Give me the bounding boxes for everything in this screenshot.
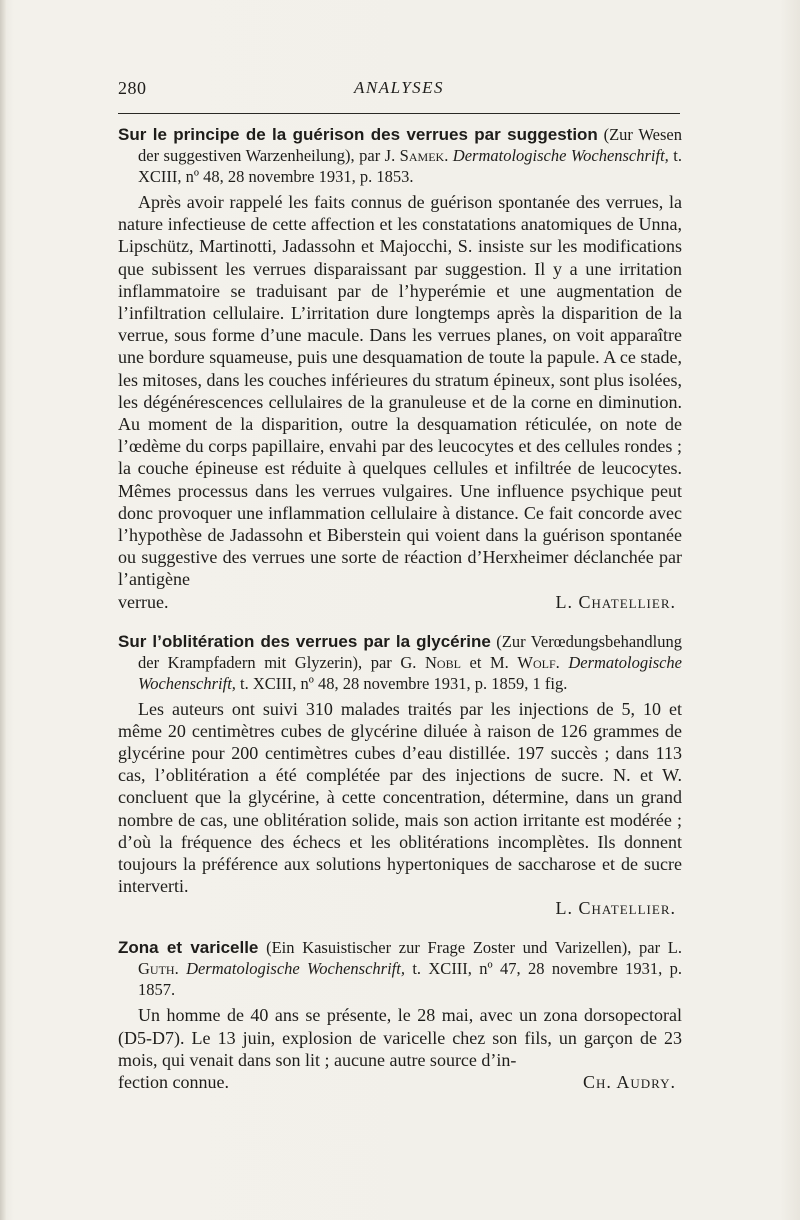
- article-signature: Ch. Audry.: [582, 1072, 676, 1093]
- article-zona-varicelle: [118, 937, 682, 1093]
- article-journal: Dermatologische Wochenschrift,: [452, 146, 669, 165]
- article-glycerine: [118, 631, 682, 920]
- article-body: Un homme de 40 ans se présente, le 28 mai, avec un zona dorsopectoral (D5-D7). Le 13 juin, explosion de varicelle chez son fils, un garçon de 23 mois, qui venait dans son lit ; aucune autre source d’in-: [118, 1005, 682, 1070]
- article-body: Après avoir rappelé les faits connus de guérison spontanée des verrues, la nature infectieuse de cette affection et les constatations anatomiques de Unna, Lipschütz, Martinotti, Jadassohn et Majocchi, S. insiste sur les modifications que subissent les verrues disparaissant par suggestion. Il y a une irritation inflammatoire se traduisant par de l’hyperémie et une augmentation de l’infiltration cellulaire. L’irritation dure longtemps après la disparition de la verrue, sous forme d’une macule. Dans les verrues planes, on voit apparaître une bordure squameuse, puis une desquamation de toute la papule. A ce stade, les mitoses, dans les couches inférieures du stratum épineux, sont plus isolées, les dégénérescences cellulaires de la granuleuse et de la corne en diminution. Au moment de la disparition, outre la desquamation réticulée, on note de l’œdème du corps papillaire, envahi par des leucocytes et des cellules rondes ; la couche épineuse est réduite à quelques cellules et infiltrée de leucocytes. Mêmes processus dans les verrues vulgaires. Une influence psychique peut donc provoquer une inflammation cellulaire à distance. Ce fait concorde avec l’hypothèse de Jadassohn et Biberstein qui voient dans la guérison spontanée ou suggestive des verrues une sorte de réaction d’Herxheimer déclanchée par l’antigène: [118, 192, 682, 590]
- running-head: ANALYSES: [353, 78, 445, 97]
- article-heading: [118, 124, 682, 187]
- article-subtitle: (Zur Wesen der suggestiven Warzenheilung), par: [138, 125, 682, 165]
- author-separator: .: [174, 959, 187, 979]
- article-heading: [118, 937, 682, 1000]
- page-content: [118, 124, 682, 1111]
- article-title: Zona et varicelle: [118, 938, 259, 958]
- signature-line: [118, 897, 682, 919]
- article-author: Guth: [138, 959, 175, 979]
- article-journal: Dermatologische Wochenschrift,: [186, 959, 405, 979]
- signature-line: [118, 1071, 682, 1093]
- author-separator: et M.: [460, 652, 518, 672]
- page-number: 280: [118, 78, 147, 98]
- article-author: J. Samek: [384, 146, 445, 165]
- article-citation: t. XCIII, nº 48, 28 novembre 1931, p. 1853.: [138, 146, 682, 186]
- article-body-end: verrue.: [118, 591, 169, 612]
- article-citation: t. XCIII, nº 47, 28 novembre 1931, p. 1857.: [138, 959, 682, 1000]
- article-author: Nobl: [425, 652, 461, 672]
- article-heading: [118, 631, 682, 694]
- article-body: Les auteurs ont suivi 310 malades traités par les injections de 5, 10 et même 20 centimètres cubes de glycérine diluée à raison de 126 grammes de glycérine pour 200 centimètres cubes d’eau distillée. 197 succès ; dans 113 cas, l’oblitération a été complétée par des injections de sucre. N. et W. concluent que la glycérine, à cette concentration, détermine, dans un grand nombre de cas, une oblitération solide, mais son action irritante est modérée ; d’où la fréquence des échecs et les oblitérations incomplètes. Ils donnent toujours la préférence aux solutions hypertoniques de saccharose et de sucre interverti.: [118, 698, 682, 897]
- binding-edge: [0, 0, 6, 1220]
- signature-line: [118, 591, 682, 613]
- article-journal: Dermatologische Wochenschrift,: [138, 652, 683, 693]
- article-verrues-suggestion: [118, 124, 682, 613]
- header-rule: [118, 113, 680, 114]
- article-subtitle: (Zur Verœdungsbehandlung der Krampfadern mit Glyzerin), par G.: [138, 631, 683, 672]
- article-subtitle: (Ein Kasuistischer zur Frage Zoster und Varizellen), par L.: [258, 938, 682, 958]
- author-separator: .: [444, 146, 453, 165]
- article-body-end: fection connue.: [118, 1072, 229, 1093]
- article-title: Sur le principe de la guérison des verrues par suggestion: [118, 125, 598, 144]
- page-header: [118, 76, 680, 100]
- author-separator: .: [555, 652, 569, 672]
- article-title: Sur l’oblitération des verrues par la glycérine: [118, 631, 491, 651]
- article-citation: t. XCIII, nº 48, 28 novembre 1931, p. 1859, 1 fig.: [235, 673, 568, 693]
- article-signature: L. Chatellier.: [555, 591, 676, 612]
- article-signature: L. Chatellier.: [555, 898, 676, 919]
- article-author-2: Wolf: [517, 652, 556, 672]
